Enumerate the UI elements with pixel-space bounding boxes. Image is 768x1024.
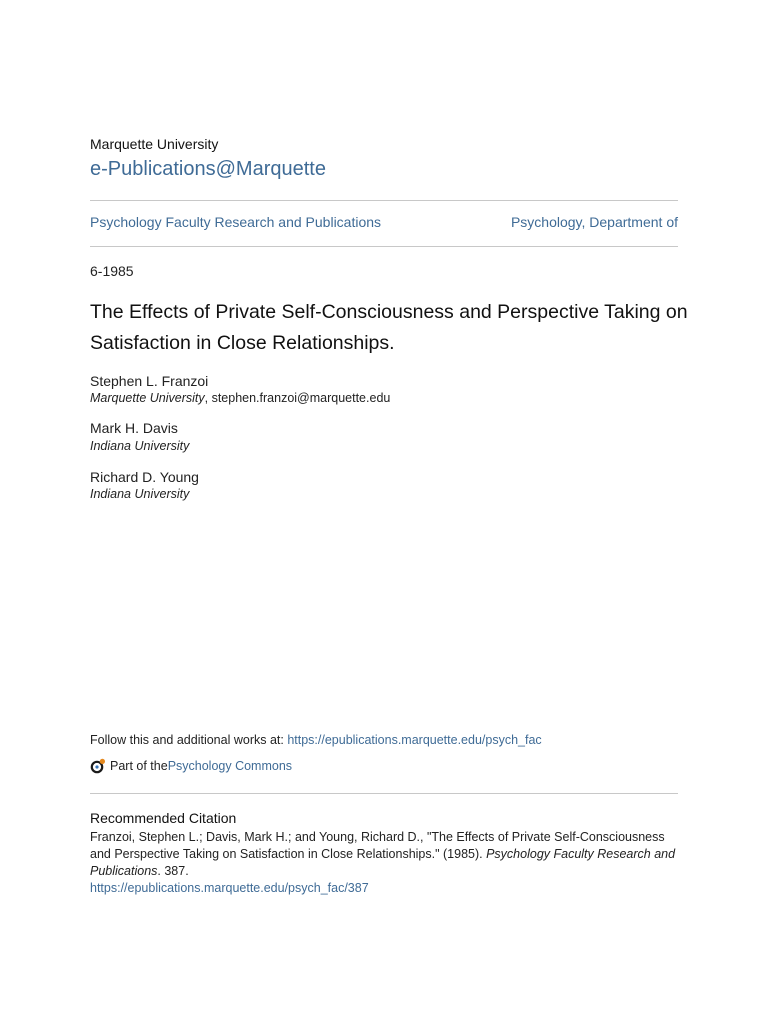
citation-url-link[interactable]: https://epublications.marquette.edu/psych_fac/387 [90, 881, 369, 895]
author-affiliation [90, 391, 390, 405]
author-email: , stephen.franzoi@marquette.edu [204, 391, 391, 405]
repository-link[interactable]: e-Publications@Marquette [90, 158, 326, 180]
citation-text [90, 829, 680, 880]
citation-number: . 387. [157, 864, 189, 878]
citation-body: Franzoi, Stephen L.; Davis, Mark H.; and Young, Richard D., "The Effects of Private Self-Consciousness and Perspective Taking on Satisfaction in Close Relationships." (1985). [90, 830, 665, 861]
citation-heading: Recommended Citation [90, 810, 237, 826]
part-of-label: Part of the [110, 759, 168, 773]
collection-url-link[interactable]: https://epublications.marquette.edu/psych_fac [287, 733, 542, 747]
article-title: The Effects of Private Self-Consciousness and Perspective Taking on Satisfaction in Close Relationships. [90, 301, 688, 354]
author-name: Mark H. Davis [90, 420, 178, 436]
citation-divider [90, 793, 678, 794]
affiliation-name: Indiana University [90, 439, 190, 453]
publication-date: 6-1985 [90, 263, 134, 279]
citation-series: Psychology Faculty Research and Publications [90, 847, 676, 878]
author-name: Richard D. Young [90, 469, 199, 485]
commons-network-icon [90, 758, 106, 774]
author-name: Stephen L. Franzoi [90, 373, 209, 389]
institution-name: Marquette University [90, 136, 219, 152]
affiliation-name: Indiana University [90, 487, 190, 501]
author-affiliation [90, 439, 189, 453]
follow-line [90, 733, 542, 747]
collection-divider [90, 246, 678, 247]
part-of-line [90, 758, 292, 774]
follow-label: Follow this and additional works at: [90, 733, 288, 747]
top-divider [90, 200, 678, 201]
collection-link[interactable]: Psychology Faculty Research and Publications [90, 214, 382, 230]
affiliation-name: Marquette University [90, 391, 205, 405]
psychology-commons-link[interactable]: Psychology Commons [167, 759, 293, 773]
department-link[interactable]: Psychology, Department of [510, 214, 678, 230]
author-affiliation [90, 487, 189, 501]
